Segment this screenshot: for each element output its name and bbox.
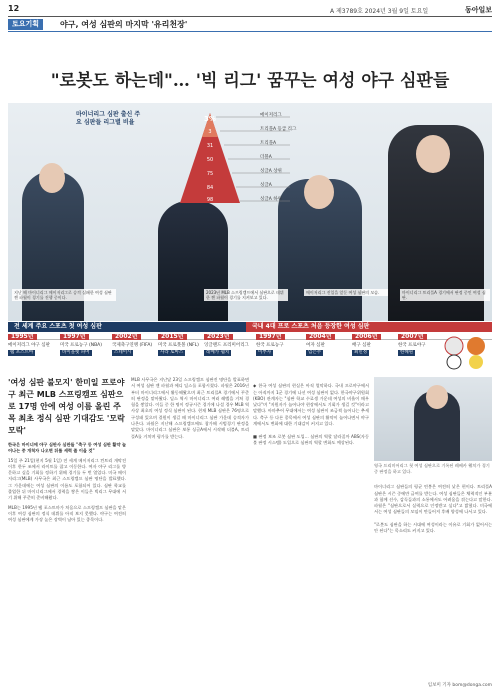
article-column-2 xyxy=(131,377,249,677)
timeline-text: 미국 프로풋볼 (NFL) xyxy=(158,343,199,348)
pyramid-title: 마이너리그 심판 출신 주요 심판들 리그별 비율 xyxy=(76,111,141,126)
newspaper-logo: 동아일보 xyxy=(464,6,492,14)
timeline-item xyxy=(8,334,58,372)
timeline-year: 2023년 xyxy=(204,334,233,340)
umpire-face-4 xyxy=(416,135,450,173)
pyramid-level-4: 84 xyxy=(206,185,214,191)
timeline-name: 이부자 xyxy=(258,350,272,355)
timeline-name: 레베카 웰치 xyxy=(206,350,230,355)
pyramid-label-2: 트리플A xyxy=(260,141,277,146)
hero-caption-3: 메이저리그 진입을 앞둔 여성 심판의 모습. xyxy=(304,289,388,296)
timeline-year: 1997년 xyxy=(60,334,89,340)
timeline-item xyxy=(112,334,156,372)
timeline-item xyxy=(352,334,396,372)
pyramid-infographic xyxy=(76,109,330,203)
timeline-name: 한혜원 xyxy=(400,350,414,355)
hero-caption-1: 지난 해 마이너리그 메이저리그로 승격 실패한 여성 심판 젠 파월이 경기를 진행 중이다. xyxy=(12,289,116,301)
timeline-text: 미국 프로농구 (NBA) xyxy=(60,343,102,348)
pyramid-top-pct: 3% xyxy=(204,115,216,123)
timeline-text: 여자 심판 xyxy=(306,343,325,348)
timeline-item xyxy=(256,334,304,372)
timeline-text: 메이저리그 야구 심판 xyxy=(8,343,50,348)
headline: "로봇도 하는데"… '빅 리그' 꿈꾸는 여성 야구 심판들 xyxy=(50,71,450,91)
timeline-year: 2006년 xyxy=(352,334,381,340)
timeline-header-right: 국내 4대 프로 스포츠 처음 등장한 여성 심판 xyxy=(246,322,492,332)
timeline-name: 최민정 xyxy=(354,350,368,355)
pyramid-label-0: 메이저리그 xyxy=(260,113,282,118)
referee-photo xyxy=(374,377,492,461)
timeline-item xyxy=(60,334,110,372)
pyramid-label-6: 싱글A 하위 xyxy=(260,197,282,202)
photo-caption: 영국 프리미어리그 첫 여성 심판으로 기록된 레베카 웰치가 경기 중 판정을 하고 있다. xyxy=(374,463,490,474)
pyramid-label-5: 싱글A xyxy=(260,183,272,188)
timeline-text: 국제축구연맹 (FIFA) xyxy=(112,343,153,348)
timeline-text: 배구 심판 xyxy=(352,343,371,348)
pyramid-shape xyxy=(170,109,330,203)
pyramid-level-3: 75 xyxy=(206,171,214,177)
referee-face xyxy=(426,385,448,409)
article-paragraph: MLB 사무국은 지난달 23일 스프링캠프 심판진 명단을 발표하면서 여성 심판 젠 파월과 에디 딜스를 포함시켰다. 파월은 2016년부터 마이너리그에서 활동해왔으며 최근 트리플A 경기에서 꾸준히 판정을 맡아왔다. 딜스 역시 마이너리그 여러 레벨을 거쳐 경험을 쌓았다. 이들 중 한 명이 정규시즌 경기에 나설 경우 MLB 역사상 최초의 여성 정식 심판이 된다. 현재 MLB 심판은 76명으로 구성돼 있으며 결원이 생길 때 마이너리그 심판 가운데 승격자가 나온다. 파월은 지난해 스프링캠프에도 참가해 시범경기 판정을 맡았다. 마이너리그 심판은 보통 싱글A에서 시작해 더블A, 트리플A를 거치며 평가를 받는다. xyxy=(131,377,249,439)
article-paragraph: 15일 주 21일(현지 5월 1일) 전 세계 메이저리그 컨트리 개막전 이후 한두 조에서 라이트를 잡고 이동한다. 여자 야구 리그를 방문하고 싶을 기회를 정하기 위해 경기를 두 번 열었다. 미국 메이저리그(MLB) 사무국은 최근 스프링캠프 심판 명단을 발표했다. 그 가운데에는 여성 심판의 이름도 포함되어 있다. 심판 학교를 졸업한 뒤 마이너리그에서 경력을 쌓은 이들은 빅리그 무대에 서기 위해 꾸준히 준비해왔다. xyxy=(8,457,126,501)
hero-caption-2: 2023년 MLB 스프링캠프에서 심판으로 데뷔한 젠 파월이 경기를 지켜보고 있다. xyxy=(204,289,288,301)
pyramid-level-0: 3 xyxy=(208,129,212,135)
timeline-name: 사라 토마스 xyxy=(160,350,184,355)
timeline-year: 1997년 xyxy=(256,334,285,340)
hero-caption-4: 마이너리그 트리플A 경기에서 판정 중인 여성 심판. xyxy=(400,289,490,301)
timeline-year: 2007년 xyxy=(398,334,427,340)
article-column-4 xyxy=(374,478,492,674)
pyramid-label-1: 트리플A 등급 리그 xyxy=(260,127,297,132)
article-column-1 xyxy=(8,442,126,678)
section-tag: 토요기획 xyxy=(8,19,43,30)
umpire-face-1 xyxy=(39,163,65,193)
pyramid-level-2: 50 xyxy=(206,157,214,163)
timeline-text: 잉글랜드 프리미어리그 xyxy=(204,343,249,348)
pyramid-label-3: 더블A xyxy=(260,155,272,160)
article-paragraph: ◆ 한국 여성 심판의 현실은 아직 열악하다. 국내 프로야구에서는 아직까지 1군 경기에 나선 여성 심판이 없다. 한국야구위원회(KBO) 관계자는 "심판 학교 수료생 가운데 여성의 비율이 매우 낮다"며 "지원자가 늘어나야 현장에서도 기회가 생길 것"이라고 말했다. 아마추어 무대에서는 여성 심판이 조금씩 늘어나는 추세다. 축구 등 다른 종목에서 여성 심판의 활약이 늘어나면서 야구계에서도 변화에 대한 기대감이 커지고 있다. ■ 판정 보조 로봇 심판 도입… 심판의 역할 달라질까 ABS(자동 볼 판정 시스템) 도입으로 심판의 역할 변화도 예상된다. xyxy=(253,383,369,445)
sports-balls-icon xyxy=(440,334,492,370)
masthead xyxy=(8,4,492,17)
timeline-header-left: 전 세계 주요 스포츠 첫 여성 심판 xyxy=(8,322,248,332)
article-paragraph: 마이너리그 심판들의 평균 연봉은 여전히 낮은 편이다. 트리플A 심판은 시즌 중에만 급여를 받는다. 여성 심판들은 체력적인 부분과 함께 선수, 감독들과의 소통에서도 어려움을 겪는다고 말한다. 파월은 "심판으로서 실력으로 인정받고 싶다"고 밝혔다. 미국에서는 여성 심판들의 모임이 만들어져 후배 양성에 나서고 있다. "로봇도 심판을 하는 시대에 여성이라는 이유로 기회가 없어서는 안 된다"는 목소리도 커지고 있다. xyxy=(374,484,492,534)
timeline-name: 스테이시 xyxy=(114,350,132,355)
pyramid-label-4: 싱글A 상위 xyxy=(260,169,282,174)
timeline-year: 1995년 xyxy=(8,334,37,340)
timeline-text: 한국 프로야구 xyxy=(398,343,426,348)
timeline-name: 임은주 xyxy=(308,350,322,355)
timeline-item xyxy=(204,334,250,372)
pyramid-level-5: 98 xyxy=(206,197,214,203)
article-column-3 xyxy=(253,377,369,677)
hero-photo-collage xyxy=(8,103,492,321)
section-title: 야구, 여성 심판의 마지막 '유리천장' xyxy=(60,20,188,29)
umpire-photo-2 xyxy=(158,201,228,321)
timeline xyxy=(8,334,492,372)
issue-info: A 제3789호 2024년 3월 9일 토요일 xyxy=(330,8,429,15)
byline: 임보미 기자 bom@donga.com xyxy=(427,683,492,688)
section-bar xyxy=(8,19,492,32)
timeline-year: 2004년 xyxy=(306,334,335,340)
pyramid-level-1: 31 xyxy=(206,143,214,149)
article-subhead: '여성 심판 불모지' 한미일 프로야구 최근 MLB 스프링캠프 심판으로 17명 안에 여성 이름 올린 주목 최초 정식 심판 기대감도 '모락모락' xyxy=(8,378,125,435)
timeline-year: 2015년 xyxy=(158,334,187,340)
article-kicker: 한국은 마이너에 야구 심판사 심판들 "축구 등 여성 심판 활약 늘어나는 중 개척자 나오면 뒤를 세력 줄 이을 것" xyxy=(8,442,126,454)
timeline-item xyxy=(306,334,350,372)
article-paragraph: MLB는 1995년 팸 포스트마가 처음으로 스프링캠프 심판을 맡은 이후 여성 심판의 정식 데뷔를 아직 보지 못했다. 야구는 여전히 여성 심판에게 가장 높은 장벽이 남아 있는 종목이다. xyxy=(8,504,126,523)
timeline-item xyxy=(158,334,202,372)
timeline-year: 2002년 xyxy=(112,334,141,340)
timeline-name: 바이올렛 파머 xyxy=(62,350,90,355)
timeline-text: 한국 프로농구 xyxy=(256,343,284,348)
page-number: 12 xyxy=(8,4,20,13)
timeline-item xyxy=(398,334,438,372)
timeline-name: 팸 포스트마 xyxy=(10,350,34,355)
